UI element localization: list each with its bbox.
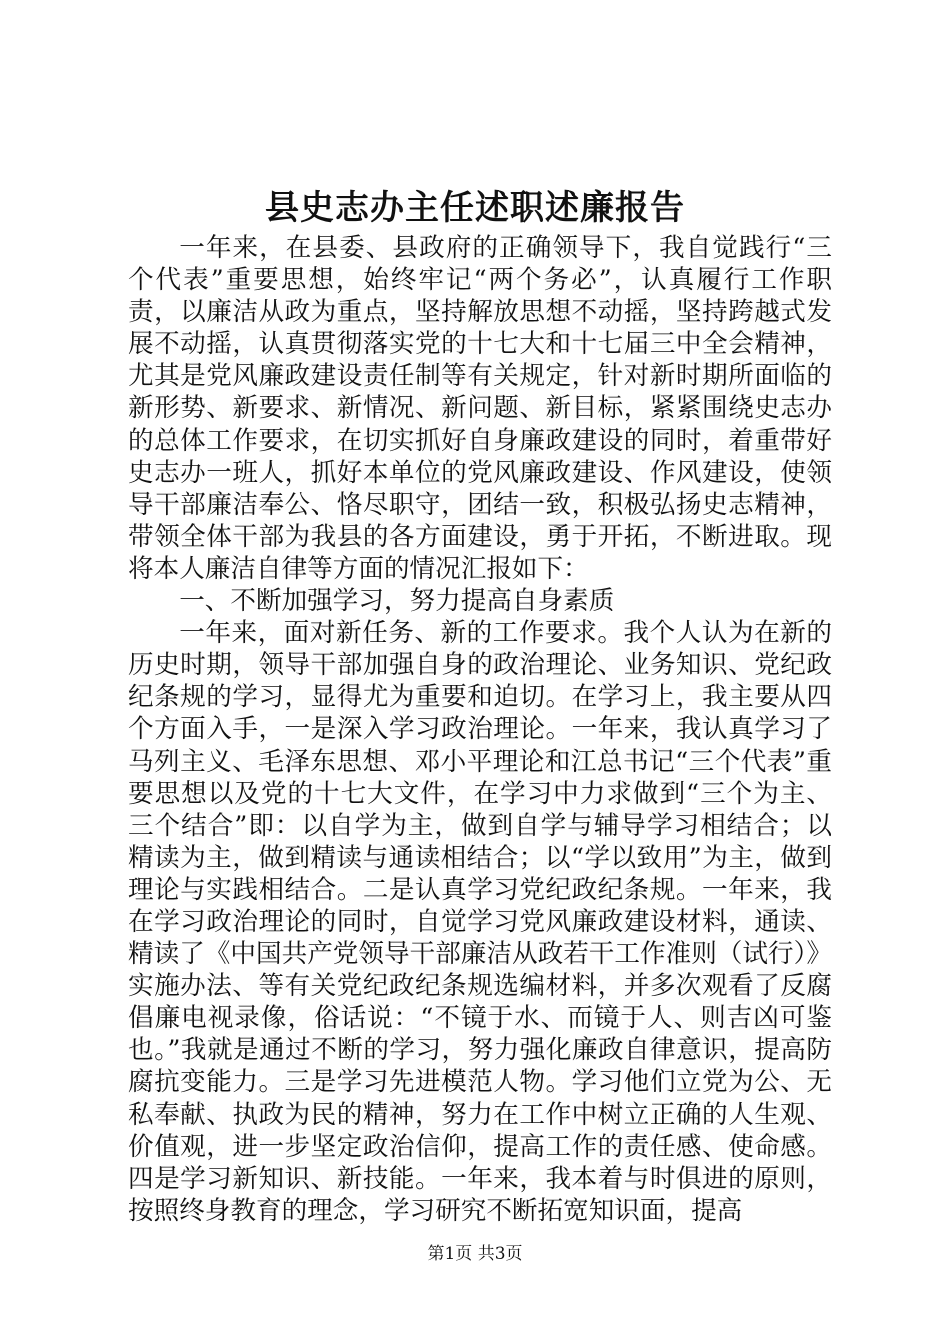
paragraph-intro: 一年来，在县委、县政府的正确领导下，我自觉践行“三个代表”重要思想，始终牢记“两个务必”，认真履行工作职责，以廉洁从政为重点，坚持解放思想不动摇，坚持跨越式发展不动摇，认真贯彻落实党的十七大和十七届三中全会精神，尤其是党风廉政建设责任制等有关规定，针对新时期所面临的新形势、新要求、新情况、新问题、新目标，紧紧围绕史志办的总体工作要求，在切实抓好自身廉政建设的同时，着重带好史志办一班人，抓好本单位的党风廉政建设、作风建设，使领导干部廉洁奉公、恪尽职守，团结一致，积极弘扬史志精神，带领全体干部为我县的各方面建设，勇于开拓，不断进取。现将本人廉洁自律等方面的情况汇报如下： <box>128 233 832 584</box>
document-body <box>128 232 832 1227</box>
paragraph-study: 一年来，面对新任务、新的工作要求。我个人认为在新的历史时期，领导干部加强自身的政治理论、业务知识、党纪政纪条规的学习，显得尤为重要和迫切。在学习上，我主要从四个方面入手，一是深入学习政治理论。一年来，我认真学习了马列主义、毛泽东思想、邓小平理论和江总书记“三个代表”重要思想以及党的十七大文件，在学习中力求做到“三个为主、三个结合”即：以自学为主，做到自学与辅导学习相结合；以精读为主，做到精读与通读相结合；以“学以致用”为主，做到理论与实践相结合。二是认真学习党纪政纪条规。一年来，我在学习政治理论的同时，自觉学习党风廉政建设材料，通读、精读了《中国共产党领导干部廉洁从政若干工作准则（试行）》实施办法、等有关党纪政纪条规选编材料，并多次观看了反腐倡廉电视录像，俗话说：“不镜于水、而镜于人、则吉凶可鉴也。”我就是通过不断的学习，努力强化廉政自律意识，提高防腐抗变能力。三是学习先进模范人物。学习他们立党为公、无私奉献、执政为民的精神，努力在工作中树立正确的人生观、价值观，进一步坚定政治信仰，提高工作的责任感、使命感。四是学习新知识、新技能。一年来，我本着与时俱进的原则，按照终身教育的理念，学习研究不断拓宽知识面，提高 <box>128 618 832 1226</box>
page-number-footer: 第1页 共3页 <box>427 1244 523 1264</box>
section-heading-1: 一、不断加强学习，努力提高自身素质 <box>179 586 615 617</box>
document-title: 县史志办主任述职述廉报告 <box>265 188 685 228</box>
